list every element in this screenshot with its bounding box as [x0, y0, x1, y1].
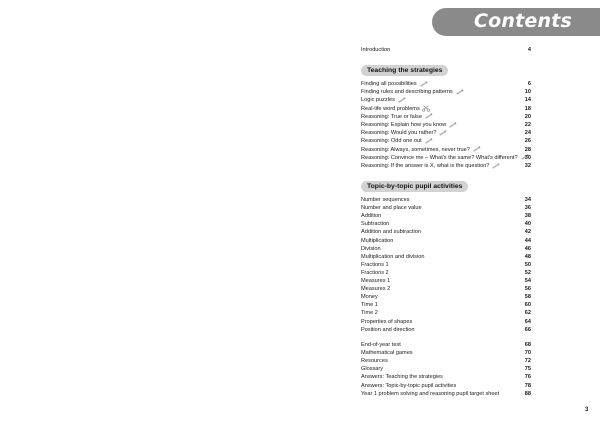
toc-entry-label: Year 1 problem solving and reasoning pupil target sheet — [361, 390, 500, 397]
toc-entry — [361, 80, 531, 88]
toc-entry — [361, 390, 531, 398]
toc-entry — [361, 253, 531, 261]
page-title: Contents — [473, 10, 572, 32]
pencil-icon — [455, 89, 464, 95]
toc-entry-label: Addition — [361, 213, 382, 220]
toc-entry-page: 50 — [524, 261, 531, 268]
toc-entry-page: 4 — [527, 47, 531, 53]
toc-entry-page: 88 — [524, 390, 531, 397]
toc-entry — [361, 365, 531, 373]
toc-entry-page: 38 — [524, 213, 531, 220]
toc-entry-label: Glossary — [361, 366, 384, 373]
toc-entry — [361, 277, 531, 285]
toc-entry — [361, 46, 531, 54]
toc-entry — [361, 154, 531, 162]
toc-entry-label: Reasoning: True or false — [361, 113, 433, 121]
toc-entry-page: 22 — [524, 122, 531, 128]
toc-entry-label: Answers: Teaching the strategies — [361, 374, 443, 381]
toc-entry — [361, 357, 531, 365]
toc-entry — [361, 245, 531, 253]
toc-entry-page: 60 — [524, 302, 531, 309]
toc-entry — [361, 341, 531, 349]
toc-entry — [361, 162, 531, 170]
toc-entry-page: 30 — [524, 154, 531, 161]
toc-entry-page: 72 — [524, 358, 531, 365]
toc-entry — [361, 196, 531, 204]
toc-entry-page: 48 — [524, 253, 531, 260]
toc-entry-label: Reasoning: Convince me – What's the same? What's different? — [361, 154, 529, 162]
toc-entry-page: 58 — [524, 294, 531, 301]
toc-entry-label: Number sequences — [361, 197, 410, 203]
toc-entry — [361, 293, 531, 301]
toc-entry-page: 70 — [524, 350, 531, 357]
toc-entry-page: 54 — [524, 278, 531, 284]
pencil-icon — [472, 146, 481, 152]
pencil-icon — [438, 130, 447, 136]
toc-entry-label: Division — [361, 245, 381, 252]
section-heading: Teaching the strategies — [361, 65, 448, 76]
toc-entry-page: 46 — [524, 245, 531, 252]
toc-entry — [361, 382, 531, 390]
pencil-icon — [448, 122, 457, 128]
toc-entry-page: 14 — [524, 97, 531, 104]
toc-entry-label: Logic puzzles — [361, 96, 406, 104]
toc-entry-page: 28 — [524, 146, 531, 153]
toc-entry — [361, 88, 531, 96]
toc-entry — [361, 212, 531, 220]
toc-entry — [361, 269, 531, 277]
toc-entry — [361, 237, 531, 245]
toc-entry — [361, 349, 531, 357]
toc-entry — [361, 105, 531, 113]
toc-entry-label: Measures 1 — [361, 278, 391, 284]
toc-entry — [361, 285, 531, 293]
toc-entry — [361, 137, 531, 145]
toc-entry-page: 62 — [524, 310, 531, 317]
toc-entry-page: 68 — [524, 342, 531, 348]
toc-entry-label: Reasoning: If the answer is X, what is the question? — [361, 162, 500, 170]
pencil-icon — [424, 113, 433, 119]
toc-entry-label: Time 2 — [361, 310, 378, 317]
toc-entry-page: 20 — [524, 113, 531, 120]
toc-entry — [361, 261, 531, 269]
toc-entry-label: Reasoning: Always, sometimes, never true? — [361, 146, 481, 154]
toc-entry-label: Mathematical games — [361, 350, 413, 357]
toc-entry-page: 76 — [524, 374, 531, 381]
toc-entry — [361, 146, 531, 154]
toc-entry-label: Multiplication — [361, 237, 394, 244]
toc-entry-page: 36 — [524, 205, 531, 212]
toc-entry-page: 64 — [524, 318, 531, 325]
toc-entry-label: Reasoning: Would you rather? — [361, 129, 447, 137]
toc-entry-page: 18 — [524, 105, 531, 112]
toc-entry — [361, 301, 531, 309]
toc-entry-label: Measures 2 — [361, 286, 391, 293]
toc-entry-page: 26 — [524, 138, 531, 145]
toc-entry-page: 78 — [524, 382, 531, 389]
toc-entry-label: Finding all possibilities — [361, 80, 428, 88]
toc-entry-label: Properties of shapes — [361, 318, 413, 325]
toc-entry-label: Addition and subtraction — [361, 229, 422, 236]
toc-entry-label: Number and place value — [361, 205, 422, 212]
toc-entry-page: 44 — [524, 237, 531, 244]
toc-entry-label: Introduction — [361, 47, 391, 53]
toc-entry-label: Reasoning: Explain how you know — [361, 121, 457, 129]
page-number: 3 — [585, 407, 589, 413]
pencil-icon — [491, 163, 500, 169]
section-heading: Topic-by-topic pupil activities — [361, 181, 468, 192]
toc-entry-page: 10 — [524, 89, 531, 96]
toc-entry-label: Subtraction — [361, 221, 390, 228]
toc-entry-label: Multiplication and division — [361, 253, 425, 260]
toc-entry-page: 34 — [524, 197, 531, 203]
toc-entry-label: Fractions 2 — [361, 269, 389, 276]
toc-entry-page: 32 — [524, 163, 531, 169]
toc-entry-page: 52 — [524, 269, 531, 276]
toc-entry-page: 24 — [524, 130, 531, 137]
scissors-icon — [422, 105, 431, 111]
toc-entry-label: Resources — [361, 358, 388, 365]
toc-entry-label: Position and direction — [361, 326, 415, 333]
toc-entry-label: Finding rules and describing patterns — [361, 88, 464, 96]
toc-entry — [361, 326, 531, 334]
toc-entry-label: End-of-year test — [361, 342, 401, 348]
toc-entry — [361, 204, 531, 212]
toc-entry-label: Time 1 — [361, 302, 378, 309]
toc-entry-label: Reasoning: Odd one out — [361, 137, 433, 145]
toc-entry — [361, 220, 531, 228]
toc-entry — [361, 228, 531, 236]
toc-entry-page: 75 — [524, 366, 531, 373]
toc-entry — [361, 113, 531, 121]
pencil-icon — [419, 81, 428, 87]
toc-entry-page: 42 — [524, 229, 531, 236]
toc-entry — [361, 373, 531, 381]
toc-entry-page: 40 — [524, 221, 531, 228]
toc-entry-page: 6 — [527, 81, 531, 87]
toc-entry-label: Money — [361, 294, 378, 301]
toc-entry — [361, 318, 531, 326]
toc-entry-page: 56 — [524, 286, 531, 293]
contents-column — [361, 0, 531, 424]
pencil-icon — [397, 97, 406, 103]
toc-entry — [361, 96, 531, 104]
toc-entry — [361, 129, 531, 137]
toc-entry — [361, 121, 531, 129]
pencil-icon — [424, 138, 433, 144]
toc-entry-label: Fractions 1 — [361, 261, 389, 268]
toc-entry — [361, 309, 531, 317]
toc-entry-label: Answers: Topic-by-topic pupil activities — [361, 382, 457, 389]
toc-entry-page: 66 — [524, 326, 531, 333]
toc-entry-label: Real-life word problems — [361, 105, 431, 113]
